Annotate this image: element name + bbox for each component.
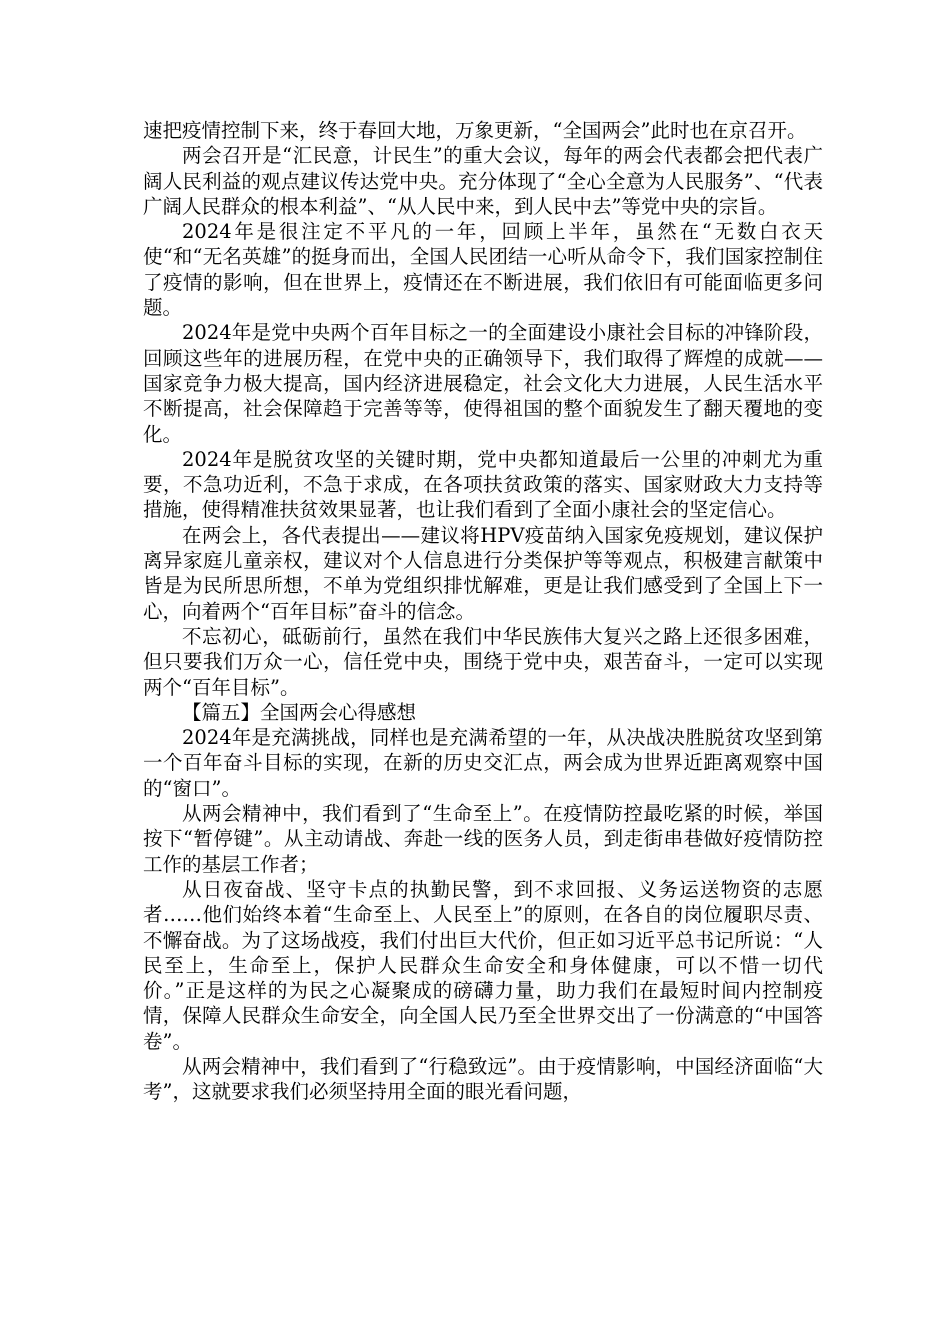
document-body xyxy=(143,118,823,1105)
paragraph: 2024年是很注定不平凡的一年，回顾上半年，虽然在“无数白衣天使“和“无名英雄”的挺身而出，全国人民团结一心听从命令下，我们国家控制住了疫情的影响，但在世界上，疫情还在不断进展，我们依旧有可能面临更多问题。 xyxy=(143,220,823,320)
paragraph: 2024年是脱贫攻坚的关键时期，党中央都知道最后一公里的冲刺尤为重要，不急功近利，不急于求成，在各项扶贫政策的落实、国家财政大力支持等措施，使得精准扶贫效果显著，也让我们看到了全面小康社会的坚定信心。 xyxy=(143,447,823,522)
paragraph: 2024年是充满挑战，同样也是充满希望的一年，从决战决胜脱贫攻坚到第一个百年奋斗目标的实现，在新的历史交汇点，两会成为世界近距离观察中国的“窗口”。 xyxy=(143,726,823,800)
paragraph: 2024年是党中央两个百年目标之一的全面建设小康社会目标的冲锋阶段，回顾这些年的进展历程，在党中央的正确领导下，我们取得了辉煌的成就——国家竞争力极大提高，国内经济进展稳定，社会文化大力进展，人民生活水平不断提高，社会保障趋于完善等等，使得祖国的整个面貌发生了翻天覆地的变化。 xyxy=(143,321,823,446)
paragraph: 从两会精神中，我们看到了“行稳致远”。由于疫情影响，中国经济面临“大考”，这就要求我们必须坚持用全面的眼光看问题， xyxy=(143,1054,823,1104)
paragraph: 不忘初心，砥砺前行，虽然在我们中华民族伟大复兴之路上还很多困难，但只要我们万众一心，信任党中央，围绕于党中央，艰苦奋斗，一定可以实现两个“百年目标”。 xyxy=(143,624,823,699)
section-heading: 【篇五】全国两会心得感想 xyxy=(182,700,417,724)
paragraph: 在两会上，各代表提出——建议将HPV疫苗纳入国家免疫规划，建议保护离异家庭儿童亲权，建议对个人信息进行分类保护等等观点，积极建言献策中皆是为民所思所想，不单为党组织排忧解难，更是让我们感受到了全国上下一心，向着两个“百年目标”奋斗的信念。 xyxy=(143,523,823,623)
paragraph: 从两会精神中，我们看到了“生命至上”。在疫情防控最吃紧的时候，举国按下“暂停键”。从主动请战、奔赴一线的医务人员，到走街串巷做好疫情防控工作的基层工作者； xyxy=(143,802,823,876)
paragraph-continuation: 速把疫情控制下来，终于春回大地，万象更新，“全国两会”此时也在京召开。 xyxy=(143,119,807,142)
paragraph: 两会召开是“汇民意，计民生”的重大会议，每年的两会代表都会把代表广阔人民利益的观点建议传达党中央。充分体现了“全心全意为人民服务”、“代表广阔人民群众的根本利益”、“从人民中来，到人民中去”等党中央的宗旨。 xyxy=(143,144,823,218)
paragraph: 从日夜奋战、坚守卡点的执勤民警，到不求回报、义务运送物资的志愿者……他们始终本着“生命至上、人民至上”的原则，在各自的岗位履职尽责、不懈奋战。为了这场战疫，我们付出巨大代价，但正如习近平总书记所说：“人民至上，生命至上，保护人民群众生命安全和身体健康，可以不惜一切代价。”正是这样的为民之心凝聚成的磅礴力量，助力我们在最短时间内控制疫情，保障人民群众生命安全，向全国人民乃至全世界交出了一份满意的“中国答卷”。 xyxy=(143,877,823,1053)
